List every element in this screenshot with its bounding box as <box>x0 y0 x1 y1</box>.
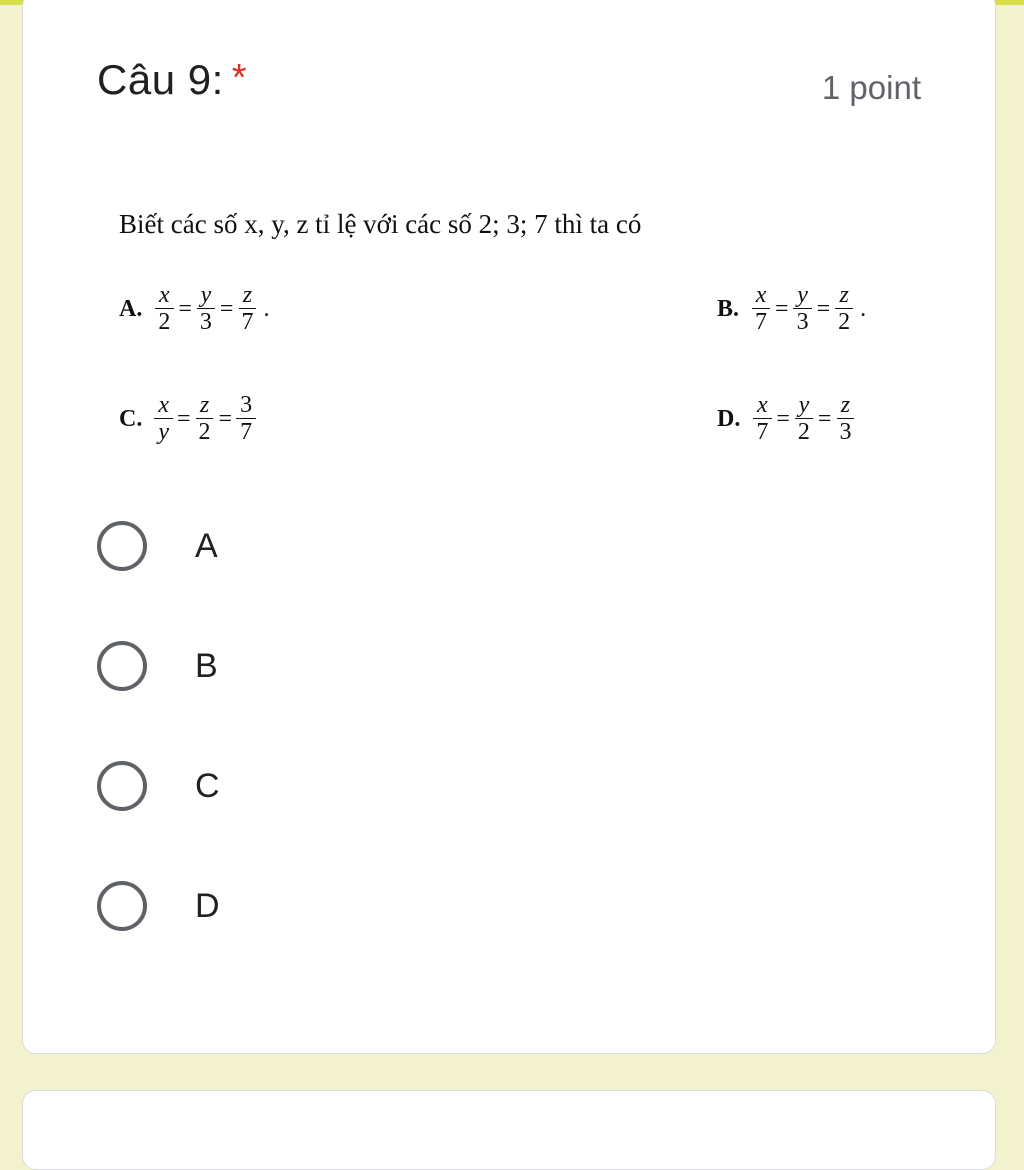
choice-b[interactable] <box>97 631 497 701</box>
choice-d[interactable] <box>97 871 497 941</box>
period: . <box>263 295 270 322</box>
denominator: 2 <box>797 419 810 446</box>
fraction <box>794 393 814 446</box>
choice-label: A <box>195 526 218 565</box>
fraction <box>154 283 174 336</box>
equals-sign: = <box>776 405 790 432</box>
denominator: 3 <box>839 419 852 446</box>
radio-button[interactable] <box>97 521 147 571</box>
numerator: z <box>835 283 852 309</box>
denominator: 7 <box>241 309 254 336</box>
radio-button[interactable] <box>97 641 147 691</box>
denominator: 3 <box>796 309 809 336</box>
numerator: x <box>753 393 772 419</box>
required-marker: * <box>231 57 248 99</box>
denominator: 7 <box>240 419 253 446</box>
math-option-c <box>119 393 258 446</box>
question-card <box>22 0 996 1054</box>
numerator: y <box>197 283 216 309</box>
fraction <box>751 283 771 336</box>
radio-button[interactable] <box>97 881 147 931</box>
radio-button[interactable] <box>97 761 147 811</box>
equals-sign: = <box>177 405 191 432</box>
next-question-card <box>22 1090 996 1170</box>
math-option-b <box>717 283 866 336</box>
fraction <box>196 283 216 336</box>
equals-sign: = <box>775 295 789 322</box>
fraction <box>752 393 772 446</box>
equals-sign: = <box>816 295 831 322</box>
fraction <box>835 393 855 446</box>
choice-label: B <box>195 646 218 685</box>
denominator: 7 <box>755 309 768 336</box>
denominator: 7 <box>756 419 769 446</box>
numerator: 3 <box>236 393 256 419</box>
denominator: y <box>158 419 169 446</box>
denominator: 3 <box>199 309 212 336</box>
numerator: z <box>239 283 256 309</box>
numerator: z <box>837 393 854 419</box>
problem-stem: Biết các số x, y, z tỉ lệ với các số 2; 3; 7 thì ta có <box>119 209 642 239</box>
fraction <box>834 283 854 336</box>
denominator: 2 <box>838 309 851 336</box>
fraction <box>154 393 173 446</box>
option-letter: C. <box>119 405 143 432</box>
equals-sign: = <box>178 295 192 322</box>
numerator: x <box>155 283 174 309</box>
fraction <box>237 283 257 336</box>
equals-sign: = <box>218 405 233 432</box>
equals-sign: = <box>817 405 832 432</box>
period: . <box>860 295 867 322</box>
choice-a[interactable] <box>97 511 497 581</box>
choice-label: C <box>195 766 220 805</box>
math-option-d <box>717 393 857 446</box>
question-title <box>97 56 248 103</box>
numerator: x <box>154 393 173 419</box>
denominator: 2 <box>158 309 171 336</box>
problem-image <box>119 203 939 473</box>
numerator: z <box>196 393 213 419</box>
option-letter: D. <box>717 405 741 432</box>
fraction <box>195 393 215 446</box>
question-number: Câu 9: <box>97 56 224 103</box>
numerator: y <box>793 283 812 309</box>
math-option-a <box>119 283 269 336</box>
option-letter: B. <box>717 295 740 322</box>
option-letter: A. <box>119 295 143 322</box>
denominator: 2 <box>198 419 211 446</box>
fraction <box>793 283 813 336</box>
question-points: 1 point <box>821 69 921 106</box>
choice-label: D <box>195 886 220 925</box>
fraction <box>236 393 256 446</box>
numerator: y <box>795 393 814 419</box>
choice-c[interactable] <box>97 751 497 821</box>
equals-sign: = <box>219 295 234 322</box>
numerator: x <box>752 283 771 309</box>
